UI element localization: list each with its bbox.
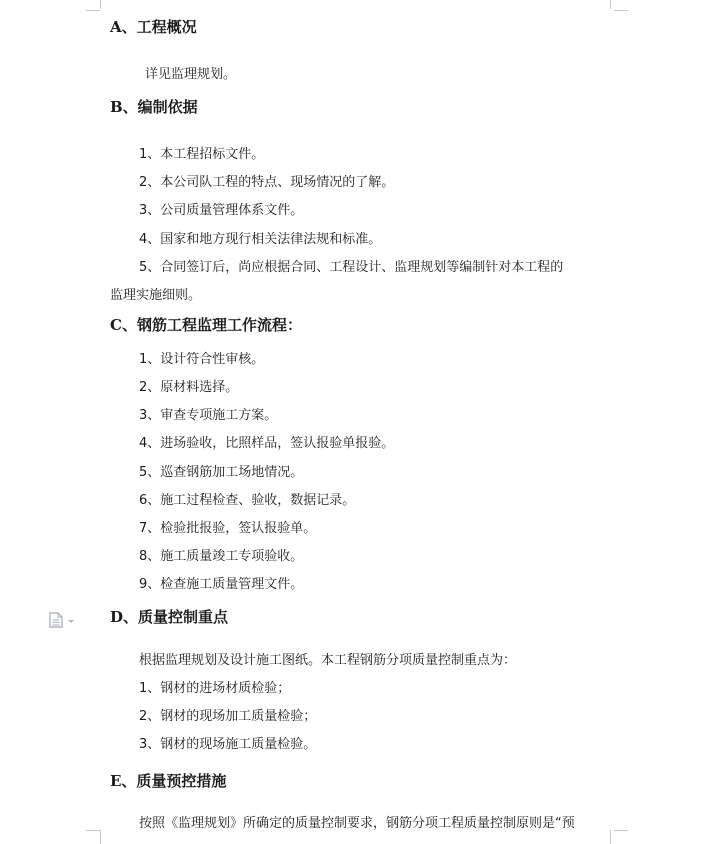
list-item: 5、巡查钢筋加工场地情况。 xyxy=(139,465,304,480)
list-item: 5、合同签订后，尚应根据合同、工程设计、监理规划等编制针对本工程的 xyxy=(139,260,564,275)
heading-d: D、质量控制重点 xyxy=(110,608,229,626)
list-item: 4、进场验收，比照样品，签认报验单报验。 xyxy=(139,436,395,451)
list-item: 1、本工程招标文件。 xyxy=(139,147,265,162)
list-item: 7、检验批报验，签认报验单。 xyxy=(139,521,317,536)
heading-c: C、钢筋工程监理工作流程： xyxy=(110,316,302,334)
paragraph-d-intro: 根据监理规划及设计施工图纸。本工程钢筋分项质量控制重点为： xyxy=(139,653,517,668)
corner-mark-bottom-right-v xyxy=(610,830,621,844)
list-item: 3、钢材的现场施工质量检验。 xyxy=(139,737,317,752)
heading-a: A、工程概况 xyxy=(110,18,197,36)
list-item: 3、审查专项施工方案。 xyxy=(139,408,278,423)
list-item: 8、施工质量竣工专项验收。 xyxy=(139,549,304,564)
list-item: 1、设计符合性审核。 xyxy=(139,352,265,367)
list-item: 2、原材料选择。 xyxy=(139,380,239,395)
list-item: 2、钢材的现场加工质量检验； xyxy=(139,709,317,724)
list-item-continuation: 监理实施细则。 xyxy=(110,288,202,303)
corner-mark-bottom-left-v xyxy=(90,830,101,844)
corner-mark-top-right xyxy=(614,10,628,11)
corner-mark-top-left-v xyxy=(90,0,101,9)
corner-mark-top-left xyxy=(86,10,100,11)
list-item: 2、本公司队工程的特点、现场情况的了解。 xyxy=(139,175,395,190)
paragraph-e: 按照《监理规划》所确定的质量控制要求，钢筋分项工程质量控制原则是“预 xyxy=(139,816,575,831)
list-item: 6、施工过程检查、验收，数据记录。 xyxy=(139,493,356,508)
corner-mark-top-right-v xyxy=(610,0,621,9)
paragraph-a: 详见监理规划。 xyxy=(145,67,237,82)
list-item: 3、公司质量管理体系文件。 xyxy=(139,203,304,218)
list-item: 1、钢材的进场材质检验； xyxy=(139,681,291,696)
list-item: 4、国家和地方现行相关法律法规和标准。 xyxy=(139,232,382,247)
heading-b: B、编制依据 xyxy=(110,98,198,116)
document-dropdown-icon[interactable] xyxy=(48,612,78,628)
heading-e: E、质量预控措施 xyxy=(110,772,227,790)
list-item: 9、检查施工质量管理文件。 xyxy=(139,577,304,592)
